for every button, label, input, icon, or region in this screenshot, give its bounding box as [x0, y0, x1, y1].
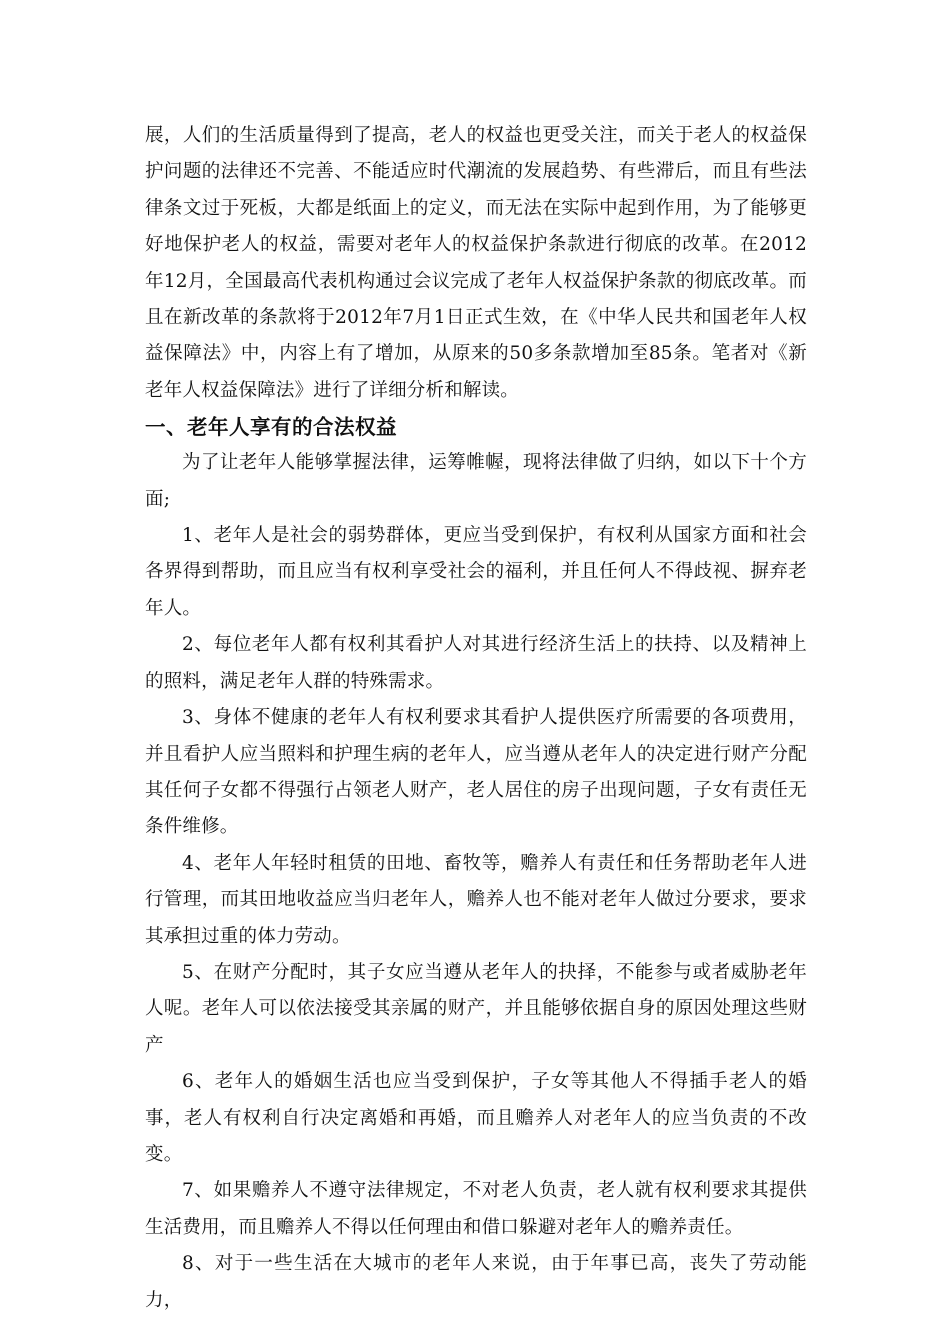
intro-paragraph: 展，人们的生活质量得到了提高，老人的权益也更受关注，而关于老人的权益保护问题的法律还不完善、不能适应时代潮流的发展趋势、有些滞后，而且有些法律条文过于死板，大都是纸面上的定义，而无法在实际中起到作用，为了能够更好地保护老人的权益，需要对老年人的权益保护条款进行彻底的改革。在2012年12月，全国最高代表机构通过会议完成了老年人权益保护条款的彻底改革。而且在新改革的条款将于2012年7月1日正式生效，在《中华人民共和国老年人权益保障法》中，内容上有了增加，从原来的50多条款增加至85条。笔者对《新老年人权益保障法》进行了详细分析和解读。	[145, 125, 807, 401]
list-item: 4、老年人年轻时租赁的田地、畜牧等，赡养人有责任和任务帮助老年人进行管理，而其田地收益应当归老年人，赡养人也不能对老年人做过分要求，要求其承担过重的体力劳动。	[145, 852, 807, 947]
section-heading: 一、老年人享有的合法权益	[145, 415, 397, 440]
list-item: 3、身体不健康的老年人有权利要求其看护人提供医疗所需要的各项费用，并且看护人应当照料和护理生病的老年人，应当遵从老年人的决定进行财产分配其任何子女都不得强行占领老人财产，老人居住的房子出现问题，子女有责任无条件维修。	[145, 707, 807, 838]
list-item: 6、老年人的婚姻生活也应当受到保护，子女等其他人不得插手老人的婚事，老人有权利自行决定离婚和再婚，而且赡养人对老年人的应当负责的不改变。	[145, 1071, 807, 1165]
list-item: 7、如果赡养人不遵守法律规定，不对老人负责，老人就有权利要求其提供生活费用，而且赡养人不得以任何理由和借口躲避对老年人的赡养责任。	[145, 1180, 807, 1238]
list-item: 2、每位老年人都有权利其看护人对其进行经济生活上的扶持、以及精神上的照料，满足老年人群的特殊需求。	[145, 634, 807, 692]
lead-paragraph: 为了让老年人能够掌握法律，运筹帷幄，现将法律做了归纳，如以下十个方面;	[145, 452, 807, 510]
list-item: 8、对于一些生活在大城市的老年人来说，由于年事已高，丧失了劳动能力，	[145, 1253, 807, 1311]
document-page	[145, 118, 807, 1319]
list-item: 5、在财产分配时，其子女应当遵从老年人的抉择，不能参与或者威胁老年人呢。老年人可以依法接受其亲属的财产，并且能够依据自身的原因处理这些财产	[145, 961, 807, 1056]
list-item: 1、老年人是社会的弱势群体，更应当受到保护，有权利从国家方面和社会各界得到帮助，而且应当有权利享受社会的福利，并且任何人不得歧视、摒弃老年人。	[145, 525, 807, 619]
